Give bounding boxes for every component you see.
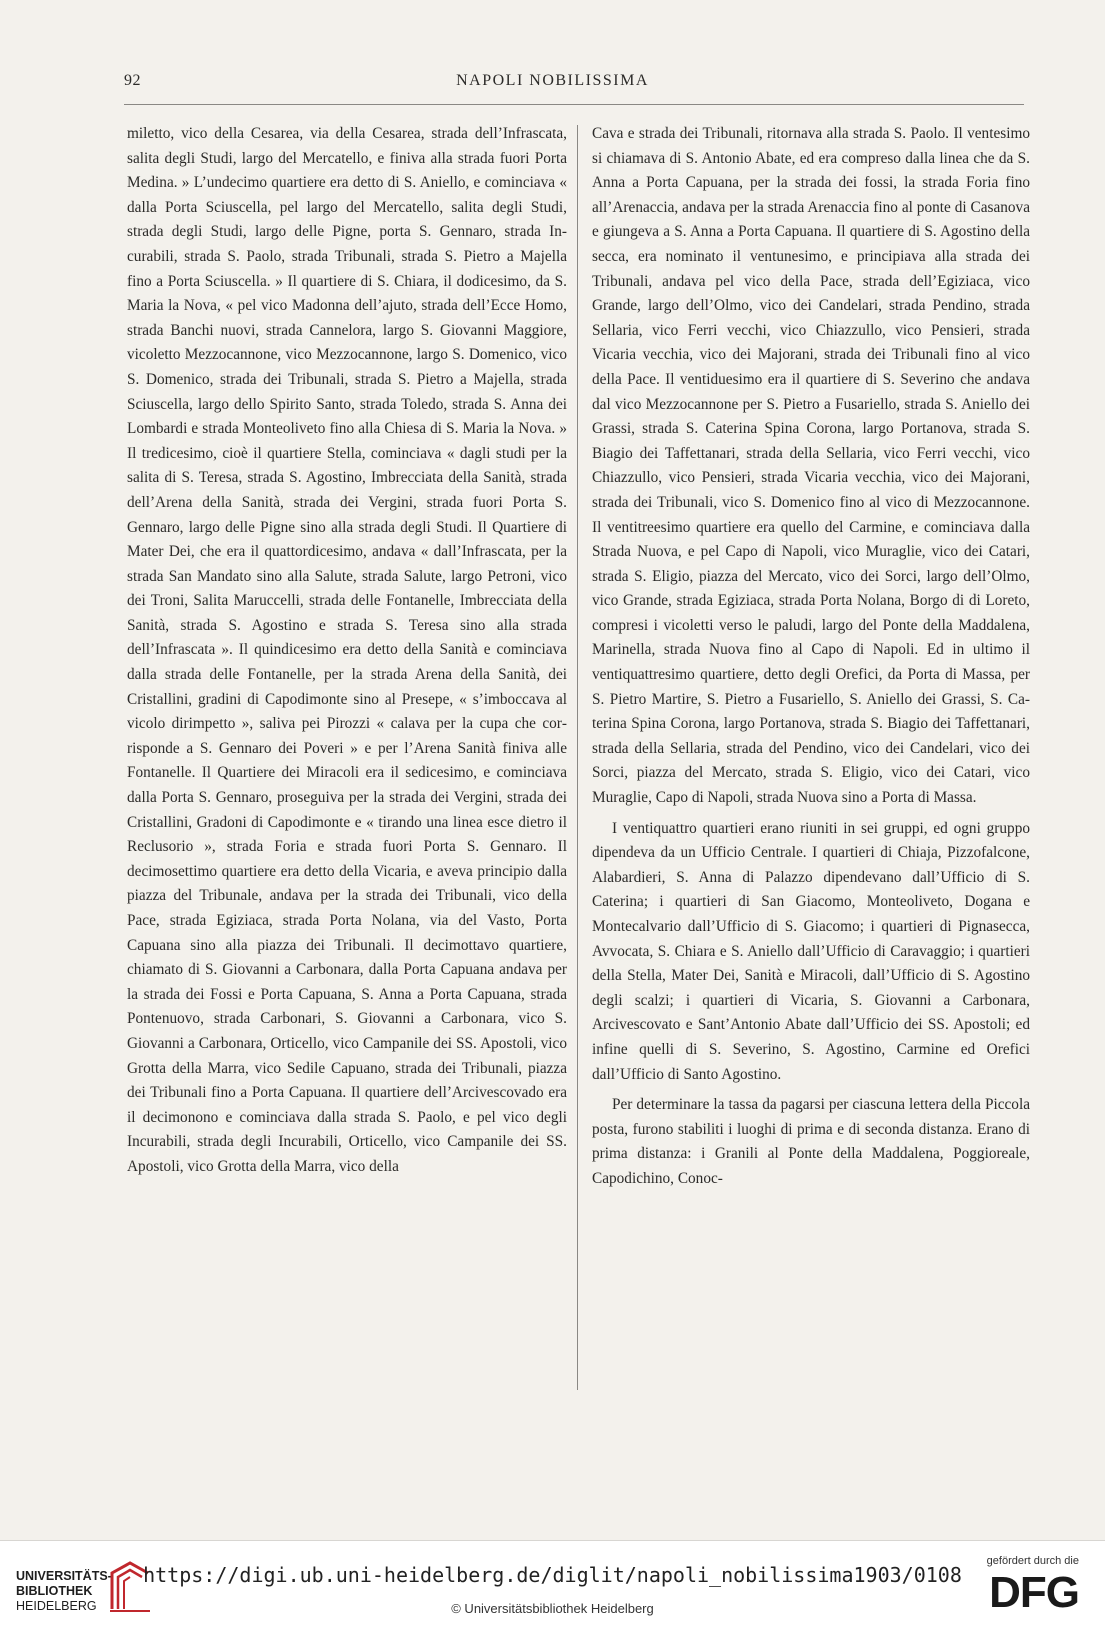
library-name-line3: HEIDELBERG xyxy=(16,1599,97,1613)
paragraph: Per determinare la tassa da pagarsi per ciascuna lettera della Piccola posta, furono stabiliti i luoghi di prima e di seconda distanza. Erano di prima distanza: i Granili al Ponte della Maddalena, Poggioreale, Capodichino, Conoc- xyxy=(592,1096,1030,1187)
paragraph: miletto, vico della Cesarea, via della Cesarea, strada dell’Infrascata, salita degli Studi, largo del Mercatello, e finiva alla strada fuori Porta Medina. » L’undecimo quartiere era detto di S. Aniello, e cominciava « dalla Porta Sciuscella, pel largo del Mercatello, salita degli Studi, strada degli Studi, largo delle Pigne, porta S. Gennaro, strada Incurabili, strada S. Paolo, strada Tribunali, strada S. Pietro a Majella fino a Porta Sciuscella. » Il quartiere di S. Chiara, il dodicesimo, da S. Maria la Nova, « pel vico Madonna dell’ajuto, strada dell’Ecce Homo, strada Banchi nuovi, strada Cannelora, largo S. Giovanni Maggiore, vicoletto Mezzocannone, vico Mezzocannone, largo S. Domenico, vico S. Domenico, strada dei Tribunali, strada S. Pietro a Majella, strada Sciuscella, largo dello Spirito Santo, strada Toledo, strada S. Anna dei Lombardi e strada Monteoliveto fino alla Chiesa di S. Maria la Nova. » Il tredicesimo, cioè il quartiere Stella, cominciava « dagli studi per la salita di S. Teresa, strada S. Agostino, Imbrecciata della Sanità, strada dell’Arena della Sanità, strada dei Vergini, strada fuori Porta S. Gennaro, largo delle Pigne sino alla strada degli Studi. Il Quartiere di Mater Dei, che era il quattordicesimo, andava « dall’Infrascata, per la strada San Mandato sino alla Salute, strada Salute, largo Petroni, vico dei Troni, Salita Maruccelli, strada delle Fontanelle, Imbrecciata della Sanità, strada S. Agostino e strada S. Teresa sino alla strada dell’Infrascata ». Il quindicesimo era detto della Sanità e cominciava dalla strada delle Fontanelle, per la strada Arena della Sanità, dei Cristallini, gradini di Capodimonte sino al Presepe, « s’imboccava al vicolo dirimpetto », saliva pei Pirozzi « calava per la cupa che corrisponde a S. Gennaro dei Poveri » e per l’Arena Sanità finiva alle Fontanelle. Il Quartiere dei Miracoli era il sedicesimo, e cominciava dalla Porta S. Gennaro, proseguiva per la strada dei Vergini, strada dei Cristallini, Gradoni di Capodimonte e « tirando una linea esce dietro il Reclusorio », strada Foria e strada fuori Porta S. Gennaro. Il decimosettimo quartiere era detto della Vicaria, e aveva principio dalla piazza del Tribunale, andava per la strada dei Tribunali, vico della Pace, strada Egiziaca, strada Porta Nolana, via del Vasto, Porta Capuana sino alla piazza dei Tribunali. Il decimottavo quartiere, chiamato di S. Giovanni a Carbonara, dalla Porta Capuana andava per la strada dei Fossi e Porta Capuana, S. Anna a Porta Capuana, strada Pontenuovo, strada Carbonari, S. Giovanni a Carbonara, vico S. Giovanni a Carbonara, Orticello, vico Campanile dei SS. Apostoli, vico Grotta della Marra, vico Sedile Capuano, strada dei Tribunali, piazza dei Tribunali fino a Porta Capuana. Il quartiere dell’Arcivescovado era il decimonono e cominciava dalla strada S. Paolo, e pel vico degli Incurabili, strada degli Incurabili, Orticello, vico Campanile dei SS. Apostoli, vico Grotta della Marra, vico della xyxy=(127,125,567,1175)
source-url-link[interactable]: https://digi.ub.uni-heidelberg.de/diglit/napoli_nobilissima1903/0108 xyxy=(143,1563,962,1587)
paragraph: Cava e strada dei Tribunali, ritornava alla strada S. Paolo. Il ventesimo si chiamava di S. Antonio Abate, ed era compreso dalla linea che da S. Anna a Porta Capuana, per la strada dei fossi, la strada Foria fino all’Arenaccia, andava per la strada Arenaccia fino al ponte di Casanova e giungeva a S. Anna a Porta Capuana. Il quartiere di S. Agostino della secca, era nominato il ventunesimo, e principiava alla strada dei Tribunali, andava pel vico della Pace, strada dell’Egiziaca, vico Grande, largo dell’Olmo, vico dei Candelari, strada Pendino, strada Sellaria, vico Ferri vecchi, vico Chiazzullo, vico Pensieri, strada Vicaria vecchia, vico dei Majorani, strada dei Tribunali fino al vico della Pace. Il ventiduesimo era il quartiere di S. Severino che andava dal vico Mezzocannone per S. Pietro a Fusariello, strada S. Aniello dei Grassi, strada S. Caterina Spina Corona, largo Portanova, strada S. Biagio dei Taffettanari, strada della Sellaria, vico Ferri vecchi, vico Chiazzullo, vico Pensieri, strada Vicaria vecchia, vico dei Majorani, strada dei Tribunali, vico S. Domenico fino al vico di Mezzocannone. Il ventitreesimo quartiere era quello del Carmine, e cominciava dalla Strada Nuova, e pel Capo di Napoli, vico Muraglie, vico dei Catari, strada S. Eligio, piazza del Mercato, vico dei Sorci, largo dell’Olmo, vico Grande, strada Egiziaca, strada Porta Nolana, Borgo di di Loreto, compresi i vicoletti verso le paludi, largo del Ponte della Maddalena, Marinella, strada Nuova fino al Capo di Napoli. Ed in ultimo il ventiquattresimo quartiere, detto degli Orefici, da Porta di Massa, per S. Pietro Martire, S. Pietro a Fusariello, S. Aniello dei Grassi, S. Caterina Spina Corona, largo Portanova, strada S. Biagio dei Taffettanari, strada della Sellaria, strada del Pendino, vico dei Candelari, vico dei Sorci, piazza del Mercato, strada S. Eligio, vico dei Catari, vico Muraglie, Capo di Napoli, strada Nuova sino a Porta di Massa. xyxy=(592,125,1030,807)
library-name-line1: UNIVERSITÄTS- xyxy=(16,1569,112,1583)
left-column xyxy=(127,122,567,1180)
column-divider xyxy=(577,125,578,1390)
running-title: NAPOLI NOBILISSIMA xyxy=(456,72,649,89)
paragraph: I ventiquattro quartieri erano riuniti in sei gruppi, ed ogni gruppo dipendeva da un Ufficio Centrale. I quartieri di Chiaja, Pizzofalcone, Alabardieri, S. Anna di Palazzo dipendevano dall’Ufficio di S. Caterina; i quartieri di San Giacomo, Monteoliveto, Dogana e Montecalvario dall’Ufficio di S. Giacomo; i quartieri di Pignasecca, Avvocata, S. Chiara e S. Aniello dall’Ufficio di Caravaggio; i quartieri della Stella, Mater Dei, Sanità e Miracoli, dall’Ufficio di S. Agostino degli scalzi; i quartieri di Vicaria, S. Giovanni a Carbonara, Arcivescovato e Sant’Antonio Abate dall’Ufficio dei SS. Apostoli; ed infine quelli di S. Severino, S. Agostino, Carmine ed Orefici dall’Ufficio di Santo Agostino. xyxy=(592,819,1030,1083)
copyright-notice: © Universitätsbibliothek Heidelberg xyxy=(451,1601,654,1616)
right-column xyxy=(592,122,1030,1192)
page-number: 92 xyxy=(124,72,141,89)
footer-bar xyxy=(0,1540,1105,1626)
funding-label: gefördert durch die xyxy=(986,1555,1079,1567)
header-rule xyxy=(124,104,1024,105)
library-name-line2: BIBLIOTHEK xyxy=(16,1584,93,1598)
dfg-logo: DFG xyxy=(989,1568,1079,1617)
